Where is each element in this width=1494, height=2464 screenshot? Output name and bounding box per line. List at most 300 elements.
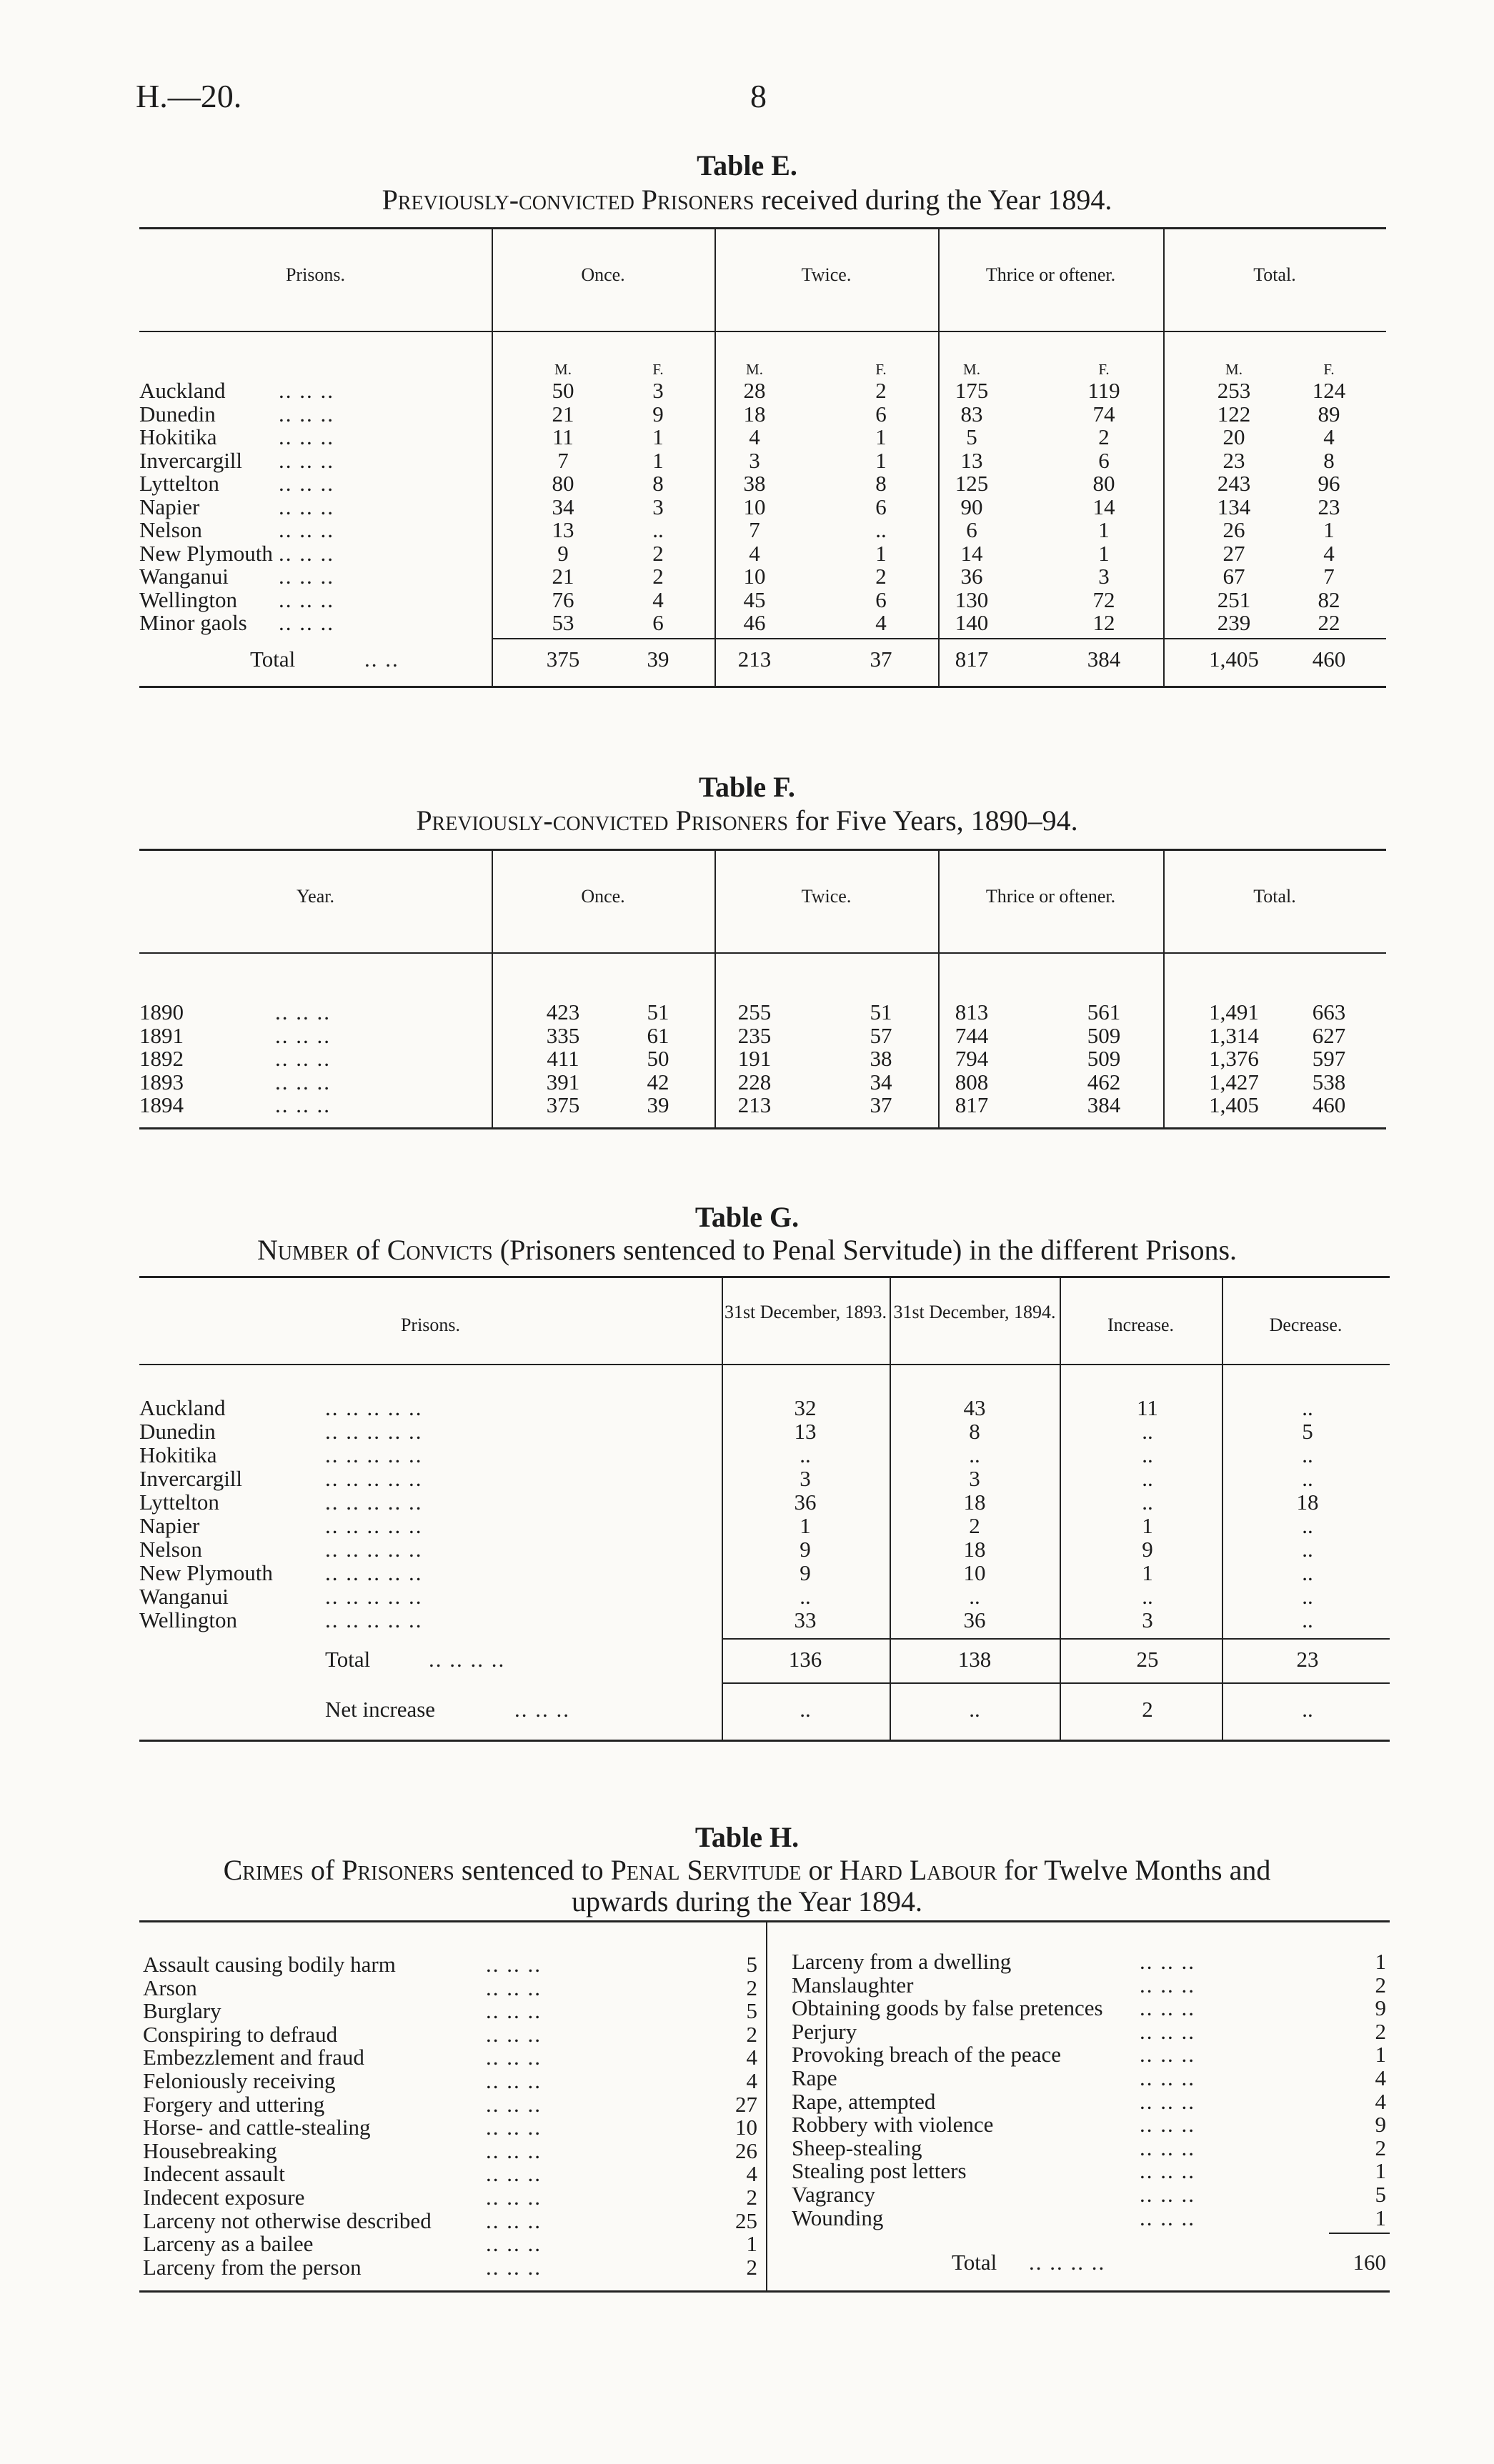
- crime-label: Manslaughter: [792, 1972, 914, 1997]
- table-rule: [139, 1364, 1390, 1365]
- data-cell: 10: [743, 564, 766, 589]
- table-rule: [139, 227, 1386, 229]
- row-label: Auckland: [139, 378, 226, 403]
- data-cell: 6: [875, 401, 887, 427]
- crime-count: 4: [746, 2045, 757, 2070]
- header-3: Thrice or oftener.: [985, 886, 1116, 907]
- data-cell: ..: [969, 1442, 980, 1467]
- data-cell: 36: [794, 1490, 817, 1515]
- data-cell: 76: [552, 587, 574, 612]
- leader-dots: .. .. ..: [1140, 2205, 1195, 2230]
- row-label: Invercargill: [139, 1466, 243, 1491]
- data-cell: 6: [875, 587, 887, 612]
- leader-dots: .. .. ..: [279, 610, 334, 635]
- leader-dots: .. .. ..: [486, 2138, 542, 2163]
- crime-count: 4: [746, 2161, 757, 2187]
- header-2: Twice.: [801, 264, 852, 285]
- row-label: 1894: [139, 1092, 184, 1117]
- data-cell: 813: [955, 999, 989, 1024]
- data-cell: 3: [800, 1466, 811, 1491]
- data-cell: ..: [1302, 1513, 1313, 1538]
- data-cell: 744: [955, 1022, 989, 1048]
- data-cell: 130: [955, 587, 989, 612]
- data-cell: 808: [955, 1069, 989, 1094]
- leader-dots: .. .. ..: [486, 2231, 542, 2257]
- data-cell: 43: [963, 1395, 986, 1420]
- column-divider: [1060, 1276, 1061, 1740]
- data-cell: 125: [955, 471, 989, 496]
- data-cell: 2: [969, 1513, 980, 1538]
- data-cell: 2: [652, 540, 664, 566]
- leader-dots: .. .. .. .. ..: [325, 1490, 423, 1515]
- data-cell: 460: [1312, 1092, 1346, 1117]
- crime-count: 4: [1375, 2065, 1386, 2090]
- crime-count: 5: [1375, 2182, 1386, 2207]
- data-cell: 375: [546, 1092, 580, 1117]
- crime-count: 2: [746, 2254, 757, 2280]
- crime-count: 2: [1375, 1972, 1386, 1997]
- data-cell: 13: [794, 1419, 817, 1444]
- data-cell: 61: [647, 1022, 669, 1048]
- data-cell: 33: [794, 1607, 817, 1632]
- data-cell: 7: [557, 447, 569, 473]
- data-cell: 6: [875, 494, 887, 519]
- data-cell: 51: [647, 999, 669, 1024]
- data-cell: 663: [1312, 999, 1346, 1024]
- data-cell: 14: [960, 540, 983, 566]
- header-0: Year.: [297, 886, 334, 907]
- leader-dots: .. .. ..: [486, 2208, 542, 2233]
- header-1: Once.: [581, 886, 625, 907]
- data-cell: 38: [870, 1046, 892, 1071]
- data-cell: ..: [1302, 1584, 1313, 1609]
- crime-label: Assault causing bodily harm: [143, 1952, 396, 1977]
- data-cell: ..: [1302, 1560, 1313, 1585]
- data-cell: 26: [1222, 517, 1245, 542]
- data-cell: ..: [1302, 1537, 1313, 1562]
- total-cell: 213: [737, 646, 772, 672]
- data-cell: 538: [1312, 1069, 1346, 1094]
- leader-dots: .. .. ..: [486, 2185, 542, 2210]
- total-label: Total: [952, 2250, 997, 2275]
- data-cell: 10: [743, 494, 766, 519]
- data-cell: 2: [875, 564, 887, 589]
- crime-label: Wounding: [792, 2205, 884, 2230]
- data-cell: 13: [960, 447, 983, 473]
- row-label: New Plymouth: [139, 540, 273, 566]
- data-cell: 124: [1312, 378, 1346, 403]
- crime-count: 2: [746, 1975, 757, 2000]
- data-cell: 7: [749, 517, 760, 542]
- data-cell: 1,314: [1209, 1022, 1259, 1048]
- row-label: Dunedin: [139, 401, 216, 427]
- data-cell: 80: [1092, 471, 1115, 496]
- leader-dots: .. .. ..: [279, 401, 334, 427]
- leader-dots: .. .. .. .. ..: [325, 1560, 423, 1585]
- leader-dots: .. .. ..: [486, 2068, 542, 2093]
- leader-dots: .. .. ..: [514, 1697, 570, 1722]
- data-cell: 243: [1217, 471, 1251, 496]
- leader-dots: .. .. ..: [486, 2045, 542, 2070]
- column-divider: [492, 849, 493, 1127]
- data-cell: 1: [875, 540, 887, 566]
- data-cell: 96: [1318, 471, 1340, 496]
- total-label: Total: [250, 646, 296, 672]
- crime-count: 25: [735, 2208, 757, 2233]
- crime-count: 1: [1375, 2205, 1386, 2230]
- data-cell: 4: [1323, 540, 1335, 566]
- data-cell: 335: [546, 1022, 580, 1048]
- leader-dots: .. .. ..: [1140, 2042, 1195, 2068]
- leader-dots: .. .. ..: [279, 424, 334, 449]
- crime-label: Feloniously receiving: [143, 2068, 336, 2093]
- data-cell: 1: [1098, 517, 1110, 542]
- row-label: 1891: [139, 1022, 184, 1048]
- data-cell: 175: [955, 378, 989, 403]
- leader-dots: .. .. ..: [279, 564, 334, 589]
- data-cell: 38: [743, 471, 766, 496]
- data-cell: 9: [1142, 1537, 1153, 1562]
- table-rule: [139, 1127, 1386, 1129]
- data-cell: ..: [800, 1442, 811, 1467]
- crime-label: Rape, attempted: [792, 2088, 936, 2114]
- column-divider: [1163, 227, 1165, 686]
- data-cell: 13: [552, 517, 574, 542]
- column-divider: [1163, 849, 1165, 1127]
- data-cell: 1,491: [1209, 999, 1259, 1024]
- data-cell: ..: [1142, 1490, 1153, 1515]
- data-cell: 74: [1092, 401, 1115, 427]
- crime-count: 1: [746, 2231, 757, 2257]
- data-cell: ..: [1142, 1466, 1153, 1491]
- crime-count: 2: [746, 2021, 757, 2047]
- leader-dots: .. .. ..: [279, 587, 334, 612]
- table-rule: [722, 1682, 1390, 1684]
- data-cell: 3: [652, 378, 664, 403]
- total-cell: 1,405: [1209, 646, 1259, 672]
- f-label: F.: [1323, 361, 1335, 378]
- row-label: Wanganui: [139, 1584, 229, 1609]
- crime-count: 27: [735, 2091, 757, 2117]
- data-cell: 794: [955, 1046, 989, 1071]
- data-cell: 50: [647, 1046, 669, 1071]
- data-cell: 4: [652, 587, 664, 612]
- data-cell: 6: [1098, 447, 1110, 473]
- net-cell: 2: [1142, 1697, 1153, 1722]
- column-divider: [890, 1276, 891, 1740]
- row-label: Wanganui: [139, 564, 229, 589]
- header-1893: 31st December, 1893.: [724, 1302, 887, 1322]
- leader-dots: .. .. ..: [279, 494, 334, 519]
- data-cell: 34: [552, 494, 574, 519]
- data-cell: 36: [960, 564, 983, 589]
- row-label: 1893: [139, 1069, 184, 1094]
- crime-count: 2: [1375, 2018, 1386, 2044]
- data-cell: 42: [647, 1069, 669, 1094]
- net-cell: ..: [1302, 1697, 1313, 1722]
- row-label: Hokitika: [139, 1442, 217, 1467]
- leader-dots: .. .. ..: [486, 2091, 542, 2117]
- row-label: Nelson: [139, 1537, 202, 1562]
- total-cell: 817: [955, 646, 989, 672]
- leader-dots: .. .. ..: [1140, 2182, 1195, 2207]
- table-rule: [139, 1740, 1390, 1742]
- leader-dots: .. .. ..: [1140, 1972, 1195, 1997]
- leader-dots: .. .. .. .. ..: [325, 1607, 423, 1632]
- table-rule: [139, 686, 1386, 688]
- leader-dots: .. .. ..: [1140, 1949, 1195, 1974]
- data-cell: ..: [1302, 1442, 1313, 1467]
- data-cell: ..: [1302, 1466, 1313, 1491]
- leader-dots: .. .. ..: [279, 378, 334, 403]
- leader-dots: .. .. ..: [486, 2161, 542, 2187]
- data-cell: 22: [1318, 610, 1340, 635]
- column-divider: [714, 227, 716, 686]
- crime-count: 1: [1375, 1949, 1386, 1974]
- column-divider: [766, 1920, 767, 2290]
- row-label: Lyttelton: [139, 471, 219, 496]
- table-rule: [722, 1638, 1390, 1640]
- row-label: Minor gaols: [139, 610, 247, 635]
- crime-label: Larceny as a bailee: [143, 2231, 314, 2257]
- data-cell: ..: [1142, 1419, 1153, 1444]
- data-cell: 34: [870, 1069, 892, 1094]
- m-label: M.: [554, 361, 572, 378]
- data-cell: 21: [552, 564, 574, 589]
- crime-count: 9: [1375, 2112, 1386, 2138]
- data-cell: 1: [800, 1513, 811, 1538]
- data-cell: 391: [546, 1069, 580, 1094]
- page-number: 8: [750, 78, 767, 114]
- data-cell: 9: [800, 1537, 811, 1562]
- data-cell: ..: [875, 517, 887, 542]
- data-cell: 3: [969, 1466, 980, 1491]
- total-cell: 460: [1312, 646, 1346, 672]
- row-label: 1892: [139, 1046, 184, 1071]
- crime-label: Perjury: [792, 2018, 857, 2044]
- table-rule: [139, 1276, 1390, 1278]
- data-cell: 4: [1323, 424, 1335, 449]
- crime-label: Provoking breach of the peace: [792, 2042, 1062, 2068]
- leader-dots: .. .. ..: [279, 447, 334, 473]
- crime-count: 1: [1375, 2158, 1386, 2184]
- row-label: 1890: [139, 999, 184, 1024]
- header-increase: Increase.: [1107, 1315, 1175, 1335]
- table-e-title: Table E.: [697, 149, 797, 181]
- total-cell: 384: [1087, 646, 1121, 672]
- header-1894: 31st December, 1894.: [893, 1302, 1056, 1322]
- column-divider: [492, 227, 493, 686]
- crime-label: Robbery with violence: [792, 2112, 994, 2138]
- header-0: Prisons.: [285, 264, 346, 285]
- table-rule: [139, 849, 1386, 851]
- data-cell: 561: [1087, 999, 1121, 1024]
- leader-dots: .. .. ..: [486, 1975, 542, 2000]
- leader-dots: .. .. ..: [279, 540, 334, 566]
- data-cell: ..: [969, 1584, 980, 1609]
- data-cell: 191: [737, 1046, 772, 1071]
- data-cell: 39: [647, 1092, 669, 1117]
- data-cell: ..: [1142, 1442, 1153, 1467]
- table-g-subtitle: Number of Convicts (Prisoners sentenced to Penal Servitude) in the different Prisons.: [257, 1234, 1237, 1266]
- data-cell: 50: [552, 378, 574, 403]
- crime-label: Larceny from a dwelling: [792, 1949, 1012, 1974]
- data-cell: 5: [1302, 1419, 1313, 1444]
- crime-count: 4: [1375, 2088, 1386, 2114]
- row-label: Lyttelton: [139, 1490, 219, 1515]
- data-cell: 51: [870, 999, 892, 1024]
- data-cell: 384: [1087, 1092, 1121, 1117]
- crime-label: Vagrancy: [792, 2182, 876, 2207]
- data-cell: 3: [652, 494, 664, 519]
- leader-dots: .. .. ..: [275, 1046, 331, 1071]
- leader-dots: .. .. ..: [275, 1092, 331, 1117]
- data-cell: 597: [1312, 1046, 1346, 1071]
- crime-count: 2: [746, 2185, 757, 2210]
- crime-count: 9: [1375, 1995, 1386, 2021]
- row-label: Wellington: [139, 587, 237, 612]
- leader-dots: .. .. ..: [1140, 1995, 1195, 2021]
- crime-label: Stealing post letters: [792, 2158, 967, 2184]
- row-label: Invercargill: [139, 447, 243, 473]
- net-cell: ..: [969, 1697, 980, 1722]
- crime-count: 26: [735, 2138, 757, 2163]
- data-cell: 83: [960, 401, 983, 427]
- crime-label: Burglary: [143, 1998, 221, 2024]
- header-3: Thrice or oftener.: [985, 264, 1116, 285]
- table-rule: [139, 1920, 1390, 1922]
- data-cell: 2: [1098, 424, 1110, 449]
- table-rule: [139, 952, 1386, 954]
- data-cell: 134: [1217, 494, 1251, 519]
- data-cell: 9: [652, 401, 664, 427]
- data-cell: 18: [1296, 1490, 1319, 1515]
- crime-label: Forgery and uttering: [143, 2091, 325, 2117]
- crime-label: Indecent exposure: [143, 2185, 305, 2210]
- total-cell: 39: [647, 646, 669, 672]
- data-cell: 20: [1222, 424, 1245, 449]
- data-cell: 23: [1318, 494, 1340, 519]
- data-cell: 4: [749, 424, 760, 449]
- data-cell: 5: [966, 424, 977, 449]
- data-cell: 80: [552, 471, 574, 496]
- column-divider: [1222, 1276, 1223, 1740]
- data-cell: 251: [1217, 587, 1251, 612]
- data-cell: 3: [1142, 1607, 1153, 1632]
- table-rule: [139, 2290, 1390, 2293]
- table-e-subtitle: Previously-convicted Prisoners received during the Year 1894.: [382, 184, 1112, 216]
- data-cell: 67: [1222, 564, 1245, 589]
- data-cell: 228: [737, 1069, 772, 1094]
- data-cell: 122: [1217, 401, 1251, 427]
- leader-dots: .. .. .. .. ..: [325, 1395, 423, 1420]
- table-f-title: Table F.: [699, 771, 795, 803]
- data-cell: 11: [552, 424, 574, 449]
- data-cell: 37: [870, 1092, 892, 1117]
- leader-dots: .. .. ..: [1140, 2018, 1195, 2044]
- data-cell: 253: [1217, 378, 1251, 403]
- data-cell: 9: [557, 540, 569, 566]
- leader-dots: .. .. ..: [1140, 2088, 1195, 2114]
- data-cell: 213: [737, 1092, 772, 1117]
- table-f-subtitle: Previously-convicted Prisoners for Five Years, 1890–94.: [416, 804, 1078, 837]
- crime-label: Horse- and cattle-stealing: [143, 2115, 371, 2140]
- data-cell: 27: [1222, 540, 1245, 566]
- data-cell: 46: [743, 610, 766, 635]
- leader-dots: .. .. ..: [275, 1069, 331, 1094]
- row-label: Hokitika: [139, 424, 217, 449]
- f-label: F.: [652, 361, 664, 378]
- data-cell: 1,376: [1209, 1046, 1259, 1071]
- crime-count: 10: [735, 2115, 757, 2140]
- leader-dots: .. .. .. .. ..: [325, 1537, 423, 1562]
- data-cell: 28: [743, 378, 766, 403]
- data-cell: 89: [1318, 401, 1340, 427]
- leader-dots: .. .. .. ..: [1029, 2250, 1106, 2275]
- data-cell: 10: [963, 1560, 986, 1585]
- data-cell: 18: [743, 401, 766, 427]
- total-cell: 37: [870, 646, 892, 672]
- data-cell: 36: [963, 1607, 986, 1632]
- leader-dots: .. .. ..: [486, 2254, 542, 2280]
- total-cell: 136: [788, 1647, 822, 1672]
- leader-dots: .. .. ..: [279, 517, 334, 542]
- data-cell: ..: [1302, 1395, 1313, 1420]
- row-label: New Plymouth: [139, 1560, 273, 1585]
- header-1: Once.: [581, 264, 625, 285]
- leader-dots: .. .. .. .. ..: [325, 1442, 423, 1467]
- row-label: Napier: [139, 494, 200, 519]
- crime-count: 4: [746, 2068, 757, 2093]
- data-cell: 1: [875, 424, 887, 449]
- data-cell: 627: [1312, 1022, 1346, 1048]
- data-cell: 411: [547, 1046, 579, 1071]
- table-h-subtitle-line1: Crimes of Prisoners sentenced to Penal Servitude or Hard Labour for Twelve Months and: [223, 1854, 1271, 1886]
- data-cell: 1,405: [1209, 1092, 1259, 1117]
- data-cell: 817: [955, 1092, 989, 1117]
- data-cell: 12: [1092, 610, 1115, 635]
- crime-label: Indecent assault: [143, 2161, 285, 2187]
- data-cell: 53: [552, 610, 574, 635]
- data-cell: 57: [870, 1022, 892, 1048]
- leader-dots: .. ..: [364, 646, 399, 672]
- m-label: M.: [963, 361, 980, 378]
- data-cell: 140: [955, 610, 989, 635]
- leader-dots: .. .. ..: [1140, 2112, 1195, 2138]
- header-2: Twice.: [801, 886, 852, 907]
- data-cell: ..: [800, 1584, 811, 1609]
- data-cell: 4: [749, 540, 760, 566]
- data-cell: 1: [1142, 1513, 1153, 1538]
- data-cell: 1: [652, 424, 664, 449]
- table-h-subtitle-line2: upwards during the Year 1894.: [571, 1885, 923, 1917]
- crime-count: 5: [746, 1998, 757, 2024]
- data-cell: 3: [749, 447, 760, 473]
- data-cell: 1: [652, 447, 664, 473]
- document-series: H.—20.: [136, 78, 242, 114]
- data-cell: ..: [652, 517, 664, 542]
- total-cell: 25: [1136, 1647, 1159, 1672]
- leader-dots: .. .. ..: [275, 1022, 331, 1048]
- data-cell: 1: [1098, 540, 1110, 566]
- total-label: Total: [325, 1647, 371, 1672]
- data-cell: 239: [1217, 610, 1251, 635]
- data-cell: 82: [1318, 587, 1340, 612]
- leader-dots: .. .. .. .. ..: [325, 1584, 423, 1609]
- leader-dots: .. .. ..: [1140, 2135, 1195, 2160]
- m-label: M.: [1225, 361, 1242, 378]
- crime-count: 2: [1375, 2135, 1386, 2160]
